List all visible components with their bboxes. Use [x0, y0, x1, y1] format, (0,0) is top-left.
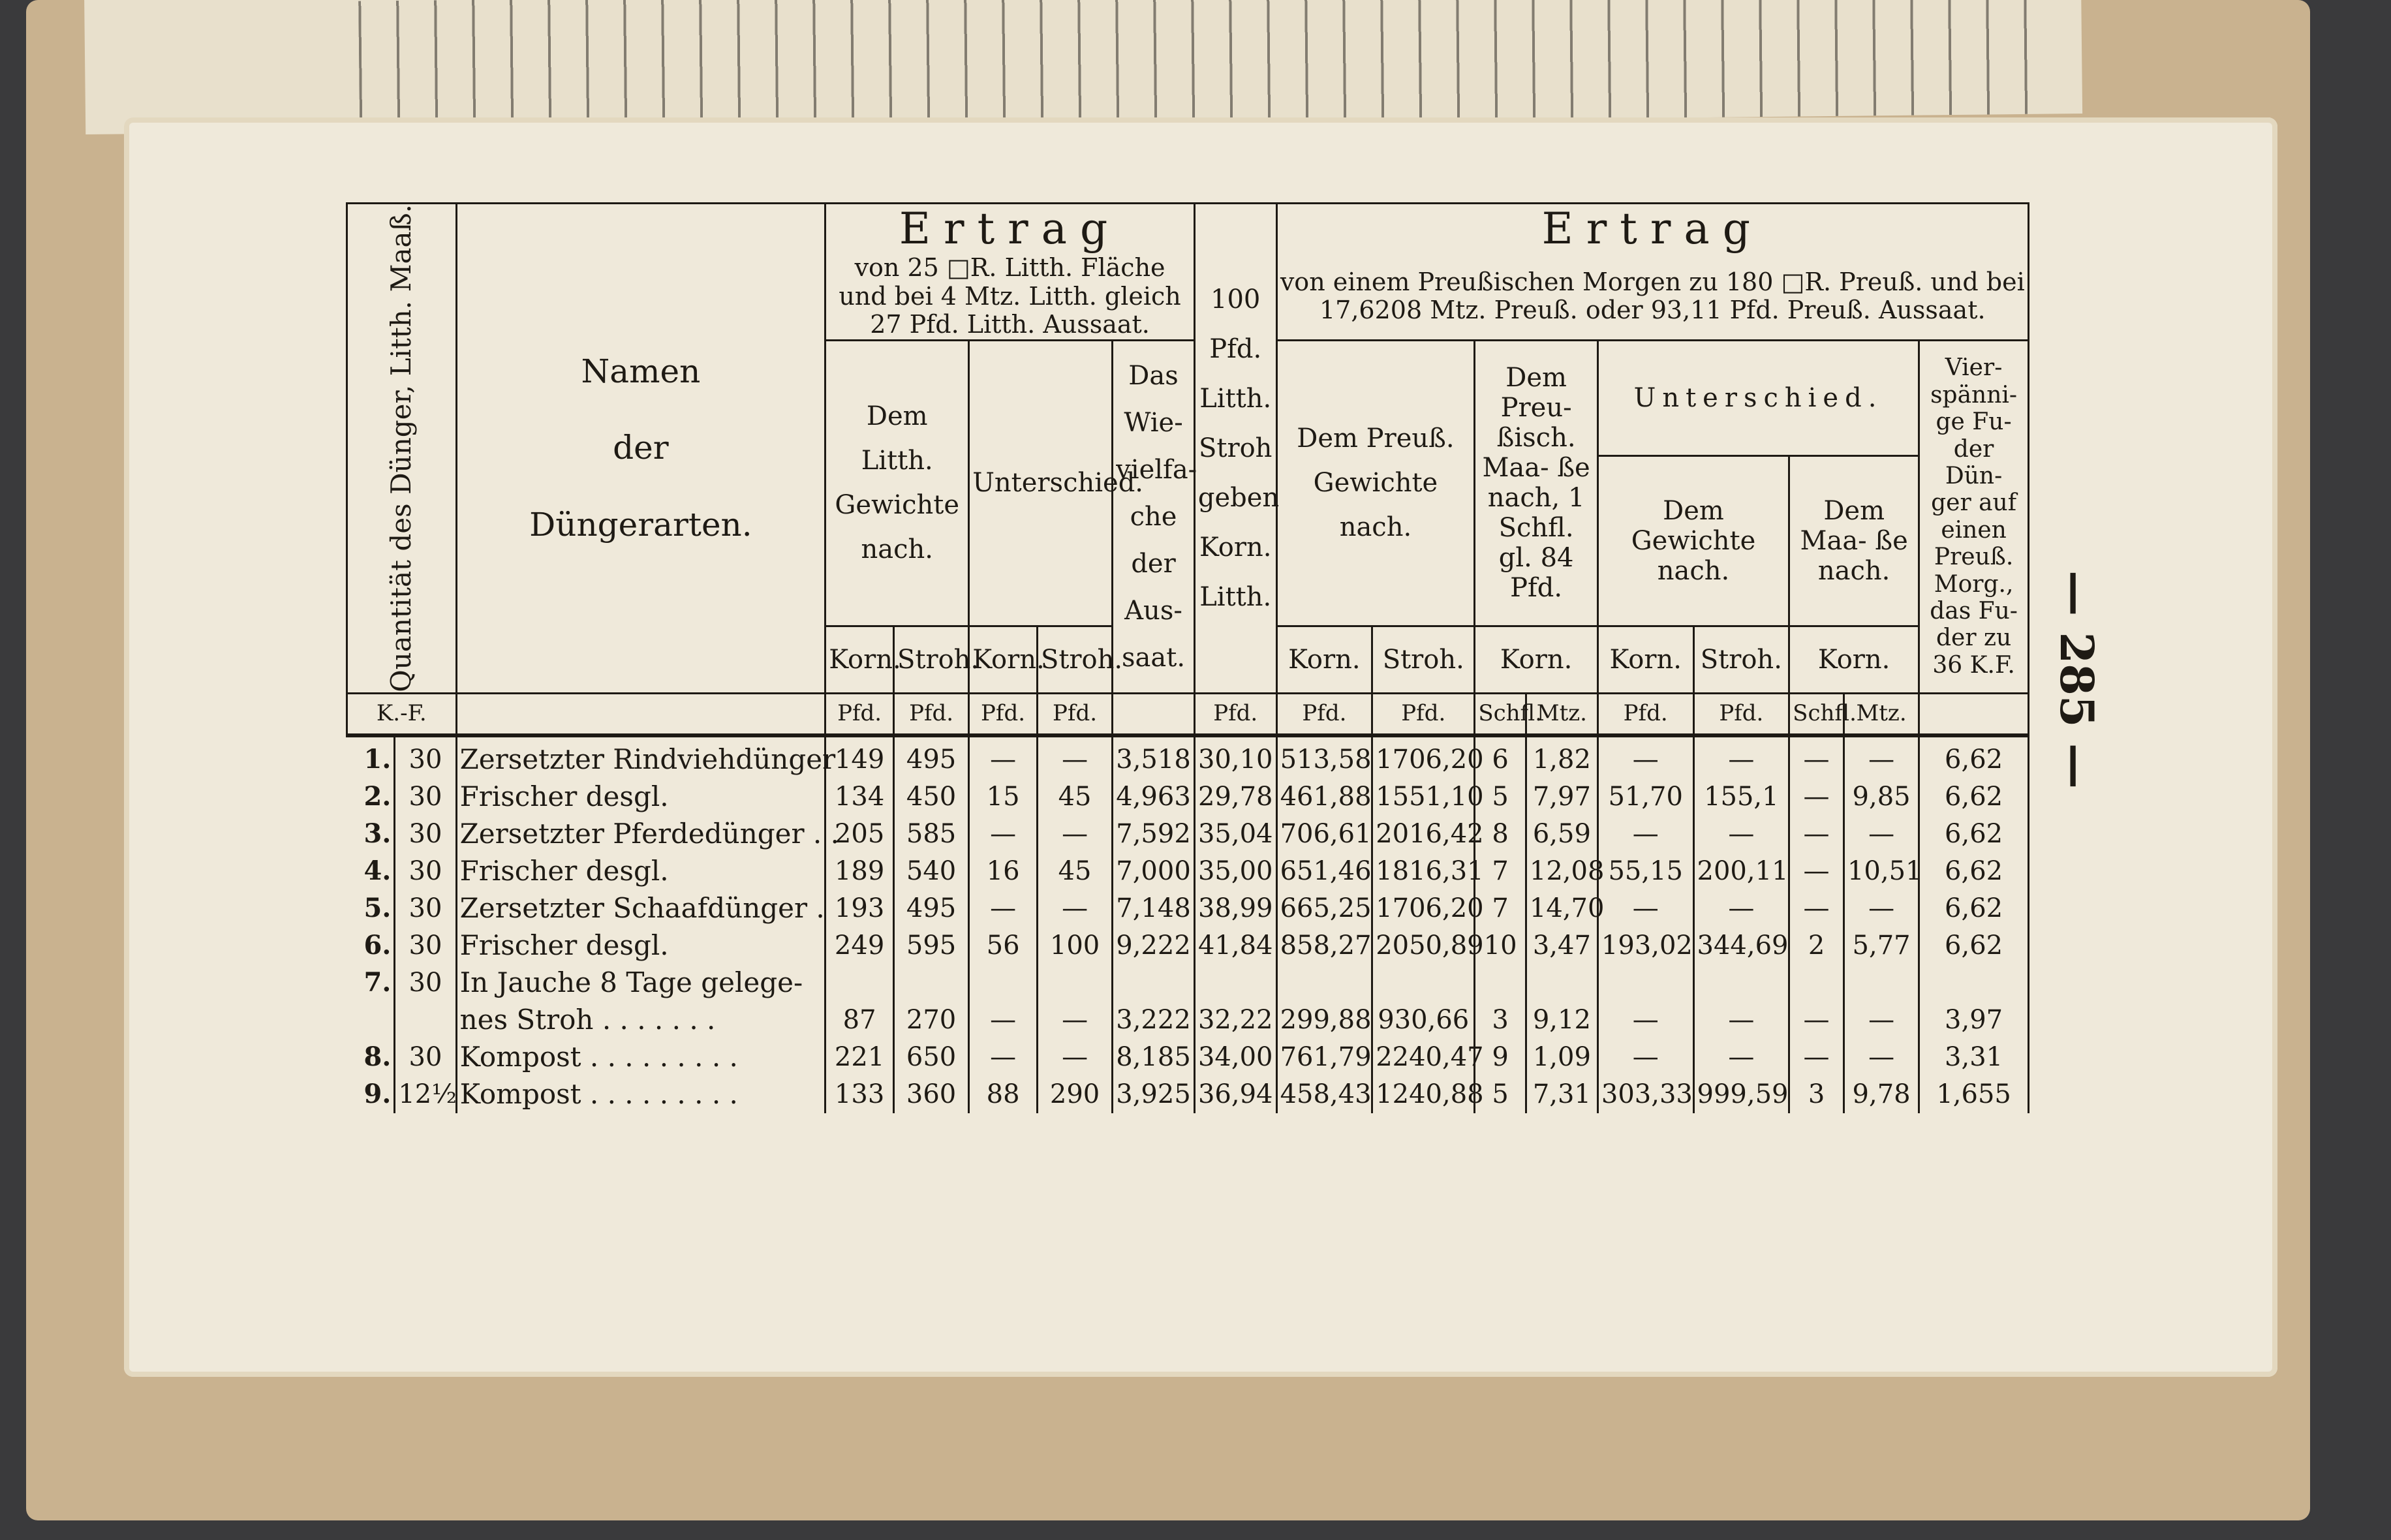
value-cell: 35,04: [1194, 816, 1276, 853]
value-cell: 30: [395, 816, 456, 853]
manure-name-cell: Frischer desgl.: [456, 853, 825, 890]
value-cell: —: [969, 890, 1038, 927]
value-cell: 6,62: [1919, 853, 2029, 890]
value-cell: 540: [893, 853, 968, 890]
litth-weight-header: Dem Litth. Gewichte nach.: [825, 340, 969, 626]
value-cell: 100: [1037, 927, 1112, 964]
col-stroh: Stroh.: [1693, 626, 1789, 693]
value-cell: 651,46: [1276, 853, 1372, 890]
value-cell: 29,78: [1194, 778, 1276, 816]
value-cell: 8: [1475, 816, 1526, 853]
value-cell: [1276, 964, 1372, 1002]
value-cell: 1551,10: [1372, 778, 1475, 816]
value-cell: 88: [969, 1076, 1038, 1113]
value-cell: 30: [395, 735, 456, 778]
value-cell: 303,33: [1597, 1076, 1693, 1113]
value-cell: 2050,89: [1372, 927, 1475, 964]
page-number: — 285 —: [2050, 570, 2105, 789]
value-cell: 9,12: [1526, 1002, 1597, 1039]
value-cell: [1194, 964, 1276, 1002]
value-cell: 6,62: [1919, 816, 2029, 853]
value-cell: 360: [893, 1076, 968, 1113]
value-cell: 461,88: [1276, 778, 1372, 816]
value-cell: 290: [1037, 1076, 1112, 1113]
previous-page-edge: [84, 0, 2082, 134]
unterschied-right-header: Unterschied.: [1597, 340, 1919, 455]
value-cell: 133: [825, 1076, 894, 1113]
row-index-cell: 4.: [347, 853, 395, 890]
value-cell: 56: [969, 927, 1038, 964]
col-korn: Korn.: [1475, 626, 1598, 693]
unterschied-left-header: Unterschied.: [969, 340, 1113, 626]
value-cell: 34,00: [1194, 1039, 1276, 1076]
value-cell: —: [1843, 735, 1919, 778]
value-cell: 650: [893, 1039, 968, 1076]
value-cell: —: [1597, 816, 1693, 853]
value-cell: [1693, 964, 1789, 1002]
value-cell: [1789, 964, 1844, 1002]
value-cell: 6,62: [1919, 890, 2029, 927]
value-cell: 3,222: [1113, 1002, 1195, 1039]
quantity-header: Quantität des Dünger, Litth. Maaß.: [347, 204, 457, 694]
value-cell: —: [1789, 778, 1844, 816]
value-cell: 665,25: [1276, 890, 1372, 927]
names-header: Namen der Düngerarten.: [456, 204, 825, 694]
value-cell: 930,66: [1372, 1002, 1475, 1039]
value-cell: [1597, 964, 1693, 1002]
value-cell: —: [1693, 816, 1789, 853]
ertrag-right-sub: von einem Preußischen Morgen zu 180 □R. Preuß. und bei 17,6208 Mtz. Preuß. oder 93,11 Pfd. Preuß. Aussaat.: [1276, 254, 2028, 341]
value-cell: —: [1693, 735, 1789, 778]
names-unit: [456, 693, 825, 735]
value-cell: 7,000: [1113, 853, 1195, 890]
value-cell: [969, 964, 1038, 1002]
value-cell: 38,99: [1194, 890, 1276, 927]
table-row: [347, 1002, 2029, 1039]
value-cell: 1,09: [1526, 1039, 1597, 1076]
table-row: [347, 735, 2029, 778]
value-cell: 193: [825, 890, 894, 927]
value-cell: —: [1597, 735, 1693, 778]
table-row: [347, 778, 2029, 816]
col-korn: Korn.: [1597, 626, 1693, 693]
value-cell: —: [1037, 816, 1112, 853]
manure-name-cell: Zersetzter Schaafdünger .: [456, 890, 825, 927]
table-row: [347, 890, 2029, 927]
value-cell: 200,11: [1693, 853, 1789, 890]
yield-table: [346, 202, 2029, 1148]
value-cell: 205: [825, 816, 894, 853]
col-korn: Korn.: [1789, 626, 1919, 693]
value-cell: 270: [893, 1002, 968, 1039]
manure-name-cell: Kompost . . . . . . . . .: [456, 1039, 825, 1076]
value-cell: 6,62: [1919, 735, 2029, 778]
unit-pfd: Pfd.: [1597, 693, 1693, 735]
value-cell: 7: [1475, 890, 1526, 927]
preuss-weight-header: Dem Preuß. Gewichte nach.: [1276, 340, 1475, 626]
value-cell: 9,85: [1843, 778, 1919, 816]
col-stroh: Stroh.: [1037, 626, 1112, 693]
value-cell: 6,59: [1526, 816, 1597, 853]
value-cell: —: [1037, 890, 1112, 927]
value-cell: [893, 964, 968, 1002]
value-cell: 299,88: [1276, 1002, 1372, 1039]
unit-pfd: Pfd.: [1372, 693, 1475, 735]
value-cell: 149: [825, 735, 894, 778]
value-cell: 36,94: [1194, 1076, 1276, 1113]
value-cell: 858,27: [1276, 927, 1372, 964]
value-cell: 3: [1475, 1002, 1526, 1039]
value-cell: 7,97: [1526, 778, 1597, 816]
value-cell: 3,518: [1113, 735, 1195, 778]
value-cell: 3,97: [1919, 1002, 2029, 1039]
value-cell: —: [1597, 1039, 1693, 1076]
unit-pfd: Pfd.: [893, 693, 968, 735]
value-cell: 1706,20: [1372, 735, 1475, 778]
value-cell: 15: [969, 778, 1038, 816]
unit-mtz: Mtz.: [1526, 693, 1597, 735]
value-cell: 12½: [395, 1076, 456, 1113]
value-cell: [1526, 964, 1597, 1002]
value-cell: —: [1037, 735, 1112, 778]
manure-name-cell: Frischer desgl.: [456, 778, 825, 816]
col-korn: Korn.: [969, 626, 1038, 693]
value-cell: 344,69: [1693, 927, 1789, 964]
unit-blank: [1113, 693, 1195, 735]
table-row: [347, 964, 2029, 1002]
value-cell: —: [1789, 735, 1844, 778]
value-cell: 87: [825, 1002, 894, 1039]
value-cell: —: [1843, 890, 1919, 927]
quantity-unit: K.-F.: [347, 693, 457, 735]
value-cell: 189: [825, 853, 894, 890]
preuss-measure-header: Dem Preu- ßisch. Maa- ße nach, 1 Schfl. gl. 84 Pfd.: [1475, 340, 1598, 626]
value-cell: 35,00: [1194, 853, 1276, 890]
value-cell: 8,185: [1113, 1039, 1195, 1076]
value-cell: 55,15: [1597, 853, 1693, 890]
value-cell: [1372, 964, 1475, 1002]
value-cell: 16: [969, 853, 1038, 890]
manure-name-cell: In Jauche 8 Tage gelege-: [456, 964, 825, 1002]
value-cell: 7,592: [1113, 816, 1195, 853]
value-cell: 14,70: [1526, 890, 1597, 927]
value-cell: —: [1693, 1002, 1789, 1039]
value-cell: 495: [893, 890, 968, 927]
col-korn: Korn.: [825, 626, 894, 693]
value-cell: 2016,42: [1372, 816, 1475, 853]
value-cell: —: [969, 1002, 1038, 1039]
value-cell: 7,31: [1526, 1076, 1597, 1113]
unit-pfd: Pfd.: [1693, 693, 1789, 735]
value-cell: —: [969, 735, 1038, 778]
value-cell: 761,79: [1276, 1039, 1372, 1076]
value-cell: [1475, 964, 1526, 1002]
ertrag-left-title: Ertrag: [825, 204, 1195, 254]
value-cell: 595: [893, 927, 968, 964]
unit-pfd: Pfd.: [825, 693, 894, 735]
unit-pfd: Pfd.: [1194, 693, 1276, 735]
value-cell: —: [1789, 1039, 1844, 1076]
value-cell: 9,78: [1843, 1076, 1919, 1113]
value-cell: —: [1789, 890, 1844, 927]
value-cell: 6: [1475, 735, 1526, 778]
row-index-cell: 7.: [347, 964, 395, 1002]
unit-blank: [1919, 693, 2029, 735]
col-korn: Korn.: [1276, 626, 1372, 693]
row-index-cell: [347, 1002, 395, 1039]
value-cell: [1037, 964, 1112, 1002]
manure-name-cell: Frischer desgl.: [456, 927, 825, 964]
diff-weight-header: Dem Gewichte nach.: [1597, 455, 1789, 626]
value-cell: 999,59: [1693, 1076, 1789, 1113]
value-cell: 1816,31: [1372, 853, 1475, 890]
value-cell: 10: [1475, 927, 1526, 964]
row-index-cell: 1.: [347, 735, 395, 778]
value-cell: —: [1789, 816, 1844, 853]
value-cell: 2240,47: [1372, 1039, 1475, 1076]
row-index-cell: 6.: [347, 927, 395, 964]
unit-pfd: Pfd.: [969, 693, 1038, 735]
value-cell: 1,655: [1919, 1076, 2029, 1113]
ertrag-left-sub: von 25 □R. Litth. Fläche und bei 4 Mtz. Litth. gleich 27 Pfd. Litth. Aussaat.: [825, 254, 1195, 341]
value-cell: [825, 964, 894, 1002]
vielfache-header: Das Wie- vielfa- che der Aus- saat.: [1113, 340, 1195, 693]
value-cell: 155,1: [1693, 778, 1789, 816]
value-cell: 30,10: [1194, 735, 1276, 778]
value-cell: 30: [395, 853, 456, 890]
col-stroh: Stroh.: [1372, 626, 1475, 693]
value-cell: —: [1597, 1002, 1693, 1039]
value-cell: 134: [825, 778, 894, 816]
value-cell: 249: [825, 927, 894, 964]
value-cell: 1706,20: [1372, 890, 1475, 927]
value-cell: —: [1693, 890, 1789, 927]
value-cell: —: [1843, 1002, 1919, 1039]
value-cell: [1113, 964, 1195, 1002]
value-cell: —: [1693, 1039, 1789, 1076]
value-cell: 5: [1475, 778, 1526, 816]
value-cell: 495: [893, 735, 968, 778]
value-cell: 3,47: [1526, 927, 1597, 964]
value-cell: 12,08: [1526, 853, 1597, 890]
value-cell: 450: [893, 778, 968, 816]
value-cell: 51,70: [1597, 778, 1693, 816]
table-row: [347, 1039, 2029, 1076]
value-cell: 5: [1475, 1076, 1526, 1113]
value-cell: 458,43: [1276, 1076, 1372, 1113]
unit-mtz: Mtz.: [1843, 693, 1919, 735]
value-cell: —: [1037, 1039, 1112, 1076]
row-index-cell: 5.: [347, 890, 395, 927]
table-row: [347, 1076, 2029, 1113]
value-cell: 30: [395, 890, 456, 927]
table-row: [347, 927, 2029, 964]
value-cell: —: [1843, 1039, 1919, 1076]
value-cell: 32,22: [1194, 1002, 1276, 1039]
value-cell: 585: [893, 816, 968, 853]
hundred-header: 100 Pfd. Litth. Stroh geben Korn. Litth.: [1194, 204, 1276, 694]
value-cell: 9: [1475, 1039, 1526, 1076]
value-cell: —: [1843, 816, 1919, 853]
value-cell: 9,222: [1113, 927, 1195, 964]
manure-name-cell: nes Stroh . . . . . . .: [456, 1002, 825, 1039]
row-index-cell: 8.: [347, 1039, 395, 1076]
value-cell: 30: [395, 927, 456, 964]
value-cell: 7: [1475, 853, 1526, 890]
value-cell: 30: [395, 778, 456, 816]
row-index-cell: 2.: [347, 778, 395, 816]
value-cell: 1,82: [1526, 735, 1597, 778]
value-cell: 2: [1789, 927, 1844, 964]
value-cell: —: [1037, 1002, 1112, 1039]
col-stroh: Stroh.: [893, 626, 968, 693]
value-cell: 3,31: [1919, 1039, 2029, 1076]
manure-name-cell: Kompost . . . . . . . . .: [456, 1076, 825, 1113]
unit-schfl: Schfl.: [1789, 693, 1844, 735]
unit-pfd: Pfd.: [1276, 693, 1372, 735]
value-cell: [1919, 964, 2029, 1002]
value-cell: 5,77: [1843, 927, 1919, 964]
value-cell: —: [1597, 890, 1693, 927]
value-cell: 10,51: [1843, 853, 1919, 890]
value-cell: 45: [1037, 853, 1112, 890]
row-index-cell: 9.: [347, 1076, 395, 1113]
manure-name-cell: Zersetzter Pferdedünger . .: [456, 816, 825, 853]
value-cell: 7,148: [1113, 890, 1195, 927]
value-cell: 6,62: [1919, 778, 2029, 816]
ertrag-right-title: Ertrag: [1276, 204, 2028, 254]
value-cell: 41,84: [1194, 927, 1276, 964]
value-cell: 3: [1789, 1076, 1844, 1113]
table-row: [347, 853, 2029, 890]
value-cell: —: [969, 816, 1038, 853]
unit-schfl: Schfl.: [1475, 693, 1526, 735]
manure-name-cell: Zersetzter Rindviehdünger: [456, 735, 825, 778]
value-cell: —: [969, 1039, 1038, 1076]
value-cell: [395, 1002, 456, 1039]
value-cell: 4,963: [1113, 778, 1195, 816]
value-cell: —: [1789, 1002, 1844, 1039]
value-cell: 30: [395, 964, 456, 1002]
vierspaenn-header: Vier- spänni- ge Fu- der Dün- ger auf einen Preuß. Morg., das Fu- der zu 36 K.F.: [1919, 340, 2029, 693]
unit-pfd: Pfd.: [1037, 693, 1112, 735]
value-cell: 1240,88: [1372, 1076, 1475, 1113]
value-cell: 513,58: [1276, 735, 1372, 778]
value-cell: 45: [1037, 778, 1112, 816]
value-cell: 6,62: [1919, 927, 2029, 964]
value-cell: 193,02: [1597, 927, 1693, 964]
value-cell: 30: [395, 1039, 456, 1076]
value-cell: 706,61: [1276, 816, 1372, 853]
row-index-cell: 3.: [347, 816, 395, 853]
value-cell: 3,925: [1113, 1076, 1195, 1113]
diff-measure-header: Dem Maa- ße nach.: [1789, 455, 1919, 626]
value-cell: —: [1789, 853, 1844, 890]
value-cell: [1843, 964, 1919, 1002]
value-cell: 221: [825, 1039, 894, 1076]
table-row: [347, 816, 2029, 853]
